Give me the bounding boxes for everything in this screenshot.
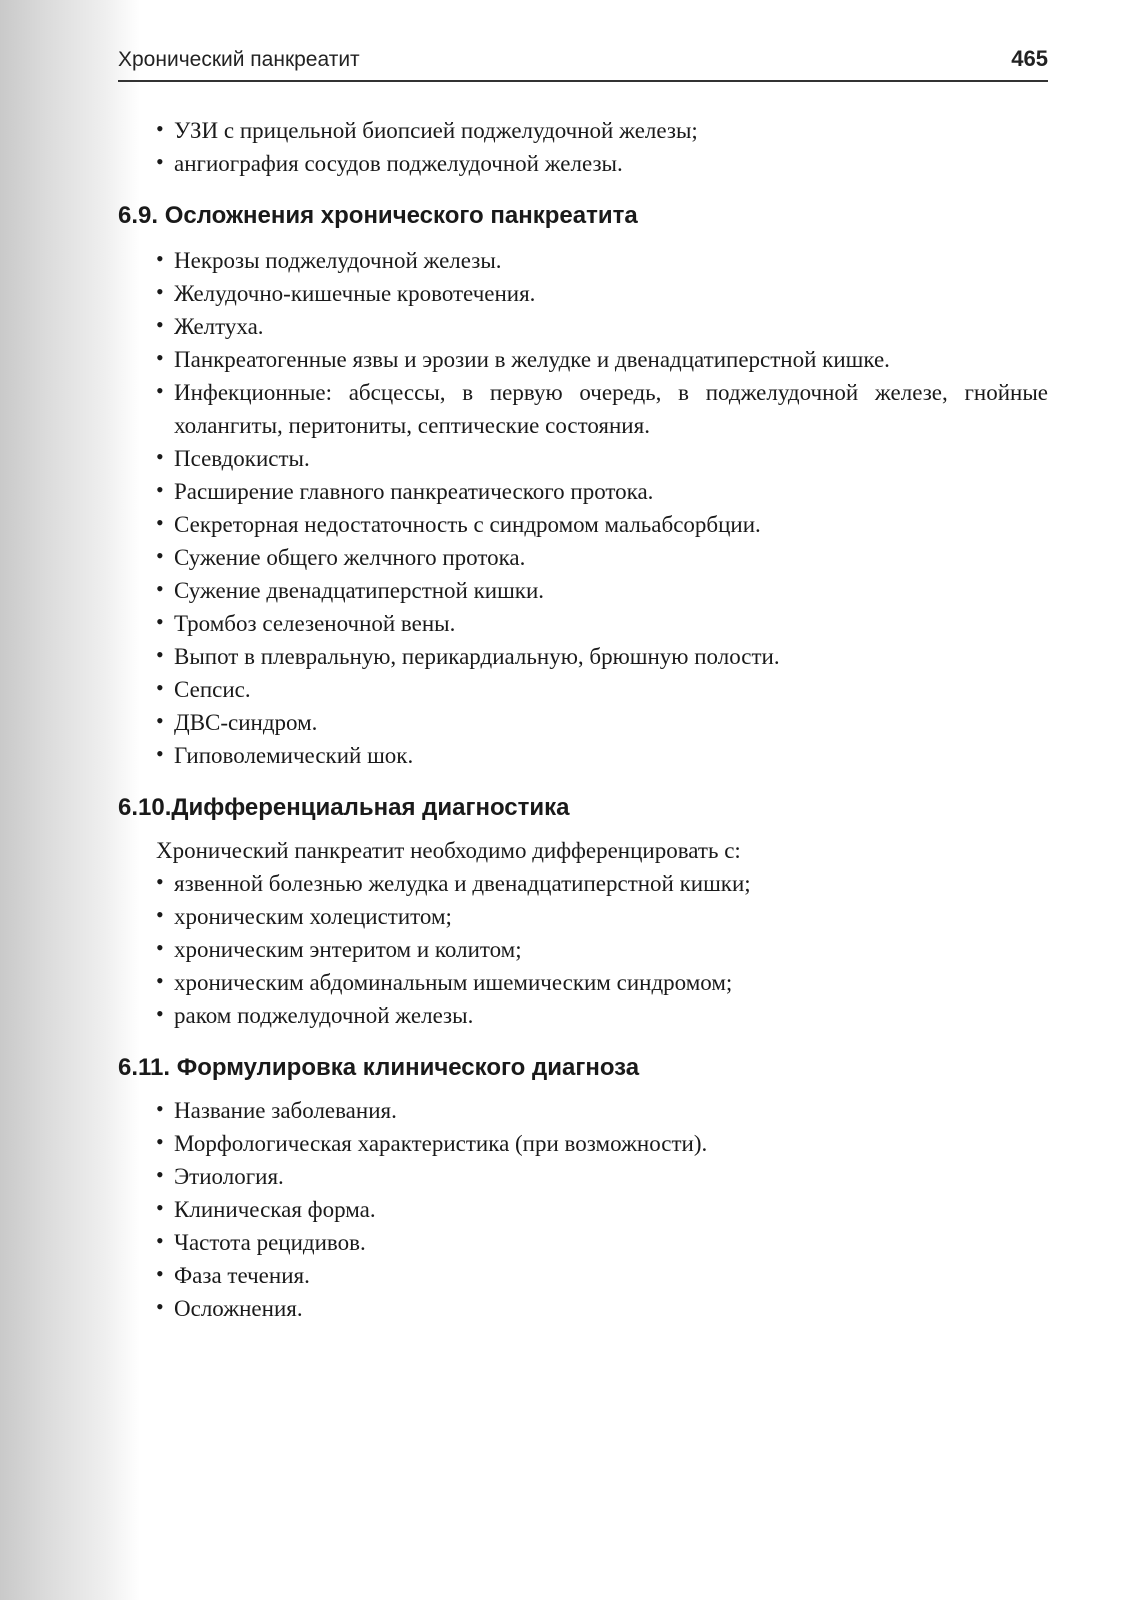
- page-content: [118, 114, 1048, 1325]
- list-item: • Расширение главного панкреатического протока.: [118, 475, 1048, 508]
- list-item: • хроническим энтеритом и колитом;: [118, 933, 1048, 966]
- list-item: • Псевдокисты.: [118, 442, 1048, 475]
- section-heading-6-9: 6.9. Осложнения хронического панкреатита: [118, 202, 638, 229]
- list-item: • Тромбоз селезеночной вены.: [118, 607, 1048, 640]
- list-item: • хроническим холециститом;: [118, 900, 1048, 933]
- list-item: • Некрозы поджелудочной железы.: [118, 244, 1048, 277]
- list-item: • Осложнения.: [118, 1292, 1048, 1325]
- list-item: • хроническим абдоминальным ишемическим синдромом;: [118, 966, 1048, 999]
- section-lead-text: Хронический панкреатит необходимо дифференцировать с:: [156, 838, 741, 863]
- running-header: [118, 44, 1048, 82]
- list-item: • Инфекционные: абсцессы, в первую очередь, в поджелудочной железе, гнойные холангиты, перитониты, септические состояния.: [118, 376, 1048, 442]
- list-item: • Гиповолемический шок.: [118, 739, 1048, 772]
- list-item: • Выпот в плевральную, перикардиальную, брюшную полости.: [118, 640, 1048, 673]
- list-item: • Сужение двенадцатиперстной кишки.: [118, 574, 1048, 607]
- list-item: • Этиология.: [118, 1160, 1048, 1193]
- list-item: • язвенной болезнью желудка и двенадцатиперстной кишки;: [118, 867, 1048, 900]
- list-item: • Клиническая форма.: [118, 1193, 1048, 1226]
- list-item: • Морфологическая характеристика (при возможности).: [118, 1127, 1048, 1160]
- running-title: Хронический панкреатит: [118, 48, 360, 71]
- list-item: • Панкреатогенные язвы и эрозии в желудке и двенадцатиперстной кишке.: [118, 343, 1048, 376]
- intro-list: [118, 114, 1048, 180]
- list-item: • Название заболевания.: [118, 1094, 1048, 1127]
- section-heading-6-10: 6.10.Дифференциальная диагностика: [118, 794, 570, 821]
- list-item: • Сепсис.: [118, 673, 1048, 706]
- diagnosis-formulation-list: [118, 1094, 1048, 1325]
- complications-list: [118, 244, 1048, 772]
- list-item: • Секреторная недостаточность с синдромом мальабсорбции.: [118, 508, 1048, 541]
- list-item: • ангиография сосудов поджелудочной железы.: [118, 147, 1048, 180]
- list-item: • Частота рецидивов.: [118, 1226, 1048, 1259]
- list-item: • УЗИ с прицельной биопсией поджелудочной железы;: [118, 114, 1048, 147]
- list-item: • Желтуха.: [118, 310, 1048, 343]
- list-item: • раком поджелудочной железы.: [118, 999, 1048, 1032]
- list-item: • Сужение общего желчного протока.: [118, 541, 1048, 574]
- list-item: • Желудочно-кишечные кровотечения.: [118, 277, 1048, 310]
- differential-list: [118, 867, 1048, 1032]
- list-item: • Фаза течения.: [118, 1259, 1048, 1292]
- section-heading-6-11: 6.11. Формулировка клинического диагноза: [118, 1054, 640, 1081]
- page-number: 465: [1011, 46, 1048, 71]
- list-item: • ДВС-синдром.: [118, 706, 1048, 739]
